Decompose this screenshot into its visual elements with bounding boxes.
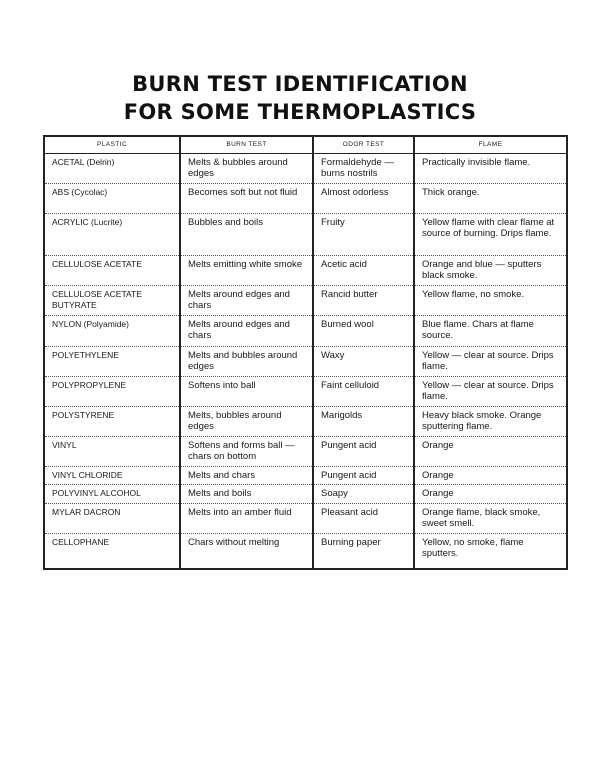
cell-burn-test: Melts around edges and chars bbox=[180, 315, 313, 346]
cell-flame: Orange flame, black smoke, sweet smell. bbox=[414, 503, 567, 533]
cell-odor-test: Waxy bbox=[313, 346, 414, 376]
cell-flame: Thick orange. bbox=[414, 183, 567, 213]
table-row bbox=[44, 315, 567, 346]
cell-odor-test: Pungent acid bbox=[313, 466, 414, 485]
burn-test-table bbox=[43, 135, 568, 570]
header-burn-test: BURN TEST bbox=[180, 136, 313, 153]
cell-burn-test: Softens into ball bbox=[180, 376, 313, 406]
cell-plastic: VINYL CHLORIDE bbox=[44, 466, 180, 485]
cell-flame: Yellow — clear at source. Drips flame. bbox=[414, 376, 567, 406]
cell-plastic: ACRYLIC (Lucrite) bbox=[44, 213, 180, 255]
cell-plastic: POLYPROPYLENE bbox=[44, 376, 180, 406]
cell-plastic: CELLULOSE ACETATE BUTYRATE bbox=[44, 285, 180, 315]
cell-odor-test: Pungent acid bbox=[313, 436, 414, 466]
cell-plastic: MYLAR DACRON bbox=[44, 503, 180, 533]
cell-odor-test: Faint celluloid bbox=[313, 376, 414, 406]
cell-flame: Practically invisible flame. bbox=[414, 153, 567, 183]
cell-burn-test: Melts around edges and chars bbox=[180, 285, 313, 315]
table-row bbox=[44, 285, 567, 315]
cell-burn-test: Melts and boils bbox=[180, 485, 313, 504]
cell-burn-test: Softens and forms ball — chars on bottom bbox=[180, 436, 313, 466]
cell-odor-test: Marigolds bbox=[313, 406, 414, 436]
cell-flame: Heavy black smoke. Orange sputtering flame. bbox=[414, 406, 567, 436]
cell-burn-test: Melts emitting white smoke bbox=[180, 255, 313, 285]
cell-burn-test: Bubbles and boils bbox=[180, 213, 313, 255]
cell-odor-test: Acetic acid bbox=[313, 255, 414, 285]
cell-flame: Blue flame. Chars at flame source. bbox=[414, 315, 567, 346]
cell-burn-test: Becomes soft but not fluid bbox=[180, 183, 313, 213]
cell-odor-test: Fruity bbox=[313, 213, 414, 255]
cell-plastic: POLYSTYRENE bbox=[44, 406, 180, 436]
cell-burn-test: Chars without melting bbox=[180, 533, 313, 569]
table-row bbox=[44, 255, 567, 285]
cell-plastic: ACETAL (Delrin) bbox=[44, 153, 180, 183]
cell-plastic: VINYL bbox=[44, 436, 180, 466]
cell-flame: Orange bbox=[414, 485, 567, 504]
table-row bbox=[44, 346, 567, 376]
title-line-1: BURN TEST IDENTIFICATION bbox=[132, 72, 468, 96]
header-odor-test: ODOR TEST bbox=[313, 136, 414, 153]
cell-flame: Yellow flame, no smoke. bbox=[414, 285, 567, 315]
cell-odor-test: Almost odorless bbox=[313, 183, 414, 213]
table-row bbox=[44, 533, 567, 569]
cell-odor-test: Burning paper bbox=[313, 533, 414, 569]
table-row bbox=[44, 406, 567, 436]
table-row bbox=[44, 466, 567, 485]
cell-burn-test: Melts & bubbles around edges bbox=[180, 153, 313, 183]
cell-odor-test: Pleasant acid bbox=[313, 503, 414, 533]
page-title bbox=[0, 70, 600, 126]
cell-plastic: POLYETHYLENE bbox=[44, 346, 180, 376]
cell-odor-test: Rancid butter bbox=[313, 285, 414, 315]
table-row bbox=[44, 503, 567, 533]
cell-plastic: POLYVINYL ALCOHOL bbox=[44, 485, 180, 504]
table-row bbox=[44, 153, 567, 183]
table-header-row bbox=[44, 136, 567, 153]
cell-burn-test: Melts, bubbles around edges bbox=[180, 406, 313, 436]
cell-burn-test: Melts and bubbles around edges bbox=[180, 346, 313, 376]
cell-burn-test: Melts and chars bbox=[180, 466, 313, 485]
title-line-2: FOR SOME THERMOPLASTICS bbox=[123, 100, 477, 124]
cell-odor-test: Soapy bbox=[313, 485, 414, 504]
table-row bbox=[44, 436, 567, 466]
cell-flame: Yellow, no smoke, flame sputters. bbox=[414, 533, 567, 569]
cell-plastic: NYLON (Polyamide) bbox=[44, 315, 180, 346]
table-row bbox=[44, 376, 567, 406]
header-plastic: PLASTIC bbox=[44, 136, 180, 153]
cell-flame: Yellow flame with clear flame at source of burning. Drips flame. bbox=[414, 213, 567, 255]
table-row bbox=[44, 183, 567, 213]
cell-flame: Orange bbox=[414, 436, 567, 466]
cell-flame: Orange and blue — sputters black smoke. bbox=[414, 255, 567, 285]
cell-plastic: CELLOPHANE bbox=[44, 533, 180, 569]
header-flame: FLAME bbox=[414, 136, 567, 153]
table-row bbox=[44, 485, 567, 504]
cell-plastic: CELLULOSE ACETATE bbox=[44, 255, 180, 285]
cell-plastic: ABS (Cycolac) bbox=[44, 183, 180, 213]
table-row bbox=[44, 213, 567, 255]
cell-flame: Yellow — clear at source. Drips flame. bbox=[414, 346, 567, 376]
cell-flame: Orange bbox=[414, 466, 567, 485]
cell-odor-test: Burned wool bbox=[313, 315, 414, 346]
cell-burn-test: Melts into an amber fluid bbox=[180, 503, 313, 533]
cell-odor-test: Formaldehyde — burns nostrils bbox=[313, 153, 414, 183]
